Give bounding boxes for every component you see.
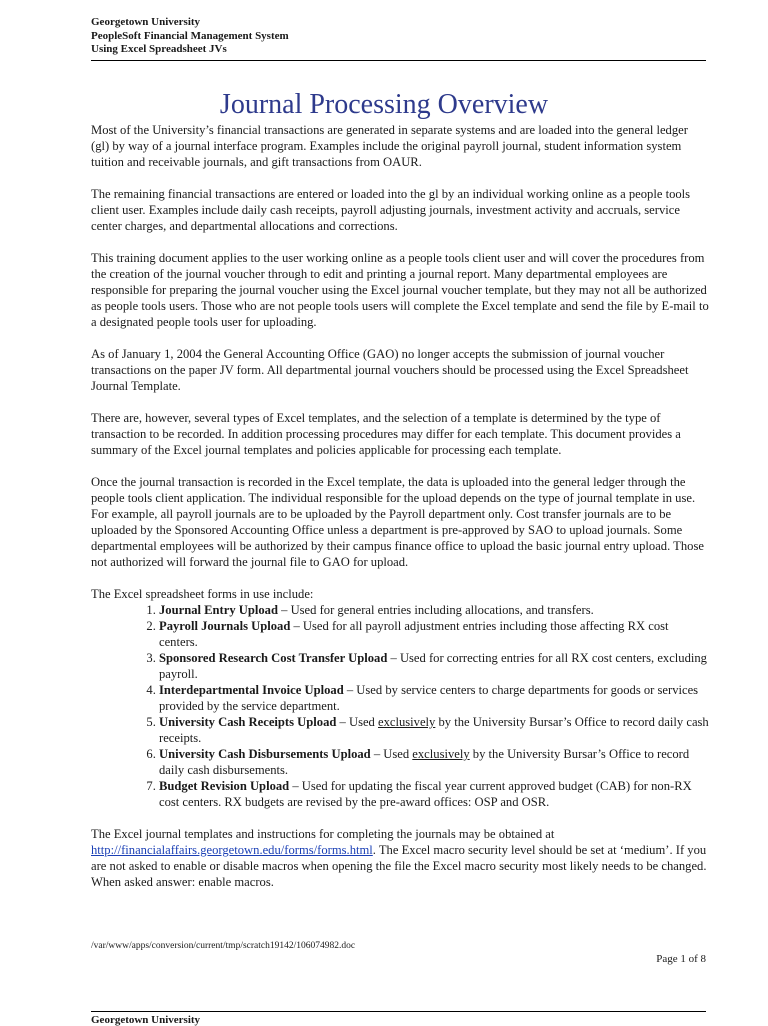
list-item-text: – Used for updating the fiscal year current approved budget (CAB) for non-RX cost centers. RX budgets are revised by the pre-award offices: OSP and OSR.: [159, 779, 692, 809]
paragraph-6: Once the journal transaction is recorded in the Excel template, the data is uploaded into the general ledger through the people tools client application. The individual responsible for the upload depends on the type of journal template in use. For example, all payroll journals are to be uploaded by the Payroll department only. Cost transfer journals are to be uploaded by the Sponsored Accounting Office unless a department is pre-approved by SAO to upload journals. Some departmental employees will be authorized by their campus finance office to upload the basic journal entry upload. Those not authorized will forward the journal file to GAO for upload.: [91, 475, 704, 569]
running-header: [91, 16, 706, 61]
paragraph-4: As of January 1, 2004 the General Accounting Office (GAO) no longer accepts the submission of journal voucher transactions on the paper JV form. All departmental journal vouchers should be processed using the Excel Spreadsheet Journal Template.: [91, 347, 689, 393]
list-item-text: – Used by service centers to charge departments for goods or services provided by the service department.: [159, 683, 699, 713]
closing-rest: . The Excel macro security level should be set at ‘medium’. If you are not asked to enable or disable macros when opening the file the Excel macro security most likely needs to be changed. When asked answer: enable macros.: [91, 843, 707, 889]
list-item-text: – Used: [370, 747, 413, 761]
list-item-text: – Used: [336, 715, 378, 729]
header-org: Georgetown University: [91, 16, 201, 28]
list-item-text: – Used for all payroll adjustment entries including those affecting RX cost centers.: [159, 619, 669, 649]
next-page-header: Georgetown University: [91, 1011, 706, 1026]
list-item-text: – Used for correcting entries for all RX cost centers, excluding payroll.: [159, 651, 707, 681]
list-item: [159, 714, 709, 746]
header-subject: Using Excel Spreadsheet JVs: [91, 43, 227, 55]
paragraph-2: The remaining financial transactions are entered or loaded into the gl by an individual working online as a people tools client user. Examples include daily cash receipts, payroll adjusting journals, investment activity and accruals, service center charges, and departmental allocations and corrections.: [91, 187, 691, 233]
list-item-title: University Cash Receipts Upload: [159, 715, 337, 729]
paragraph-5: There are, however, several types of Excel templates, and the selection of a template is determined by the type of transaction to be recorded. In addition processing procedures may differ for each template. This document provides a summary of the Excel journal templates and policies applicable for processing each template.: [91, 411, 681, 457]
list-item-title: Journal Entry Upload: [159, 603, 278, 617]
list-item: [159, 682, 709, 714]
closing-intro: The Excel journal templates and instructions for completing the journals may be obtained at: [91, 827, 555, 841]
list-item-title: Budget Revision Upload: [159, 779, 290, 793]
list-item-title: University Cash Disbursements Upload: [159, 747, 371, 761]
list-item: [159, 650, 709, 682]
file-path: /var/www/apps/conversion/current/tmp/scratch19142/106074982.doc: [91, 941, 356, 951]
paragraph-3: This training document applies to the user working online as a people tools client user and will cover the procedures from the creation of the journal voucher through to edit and printing a journal report. Many departmental employees are responsible for preparing the journal voucher using the Excel journal voucher template, but they may not all be authorized as people tools users. Those who are not people tools users will complete the Excel template and send the file by E-mail to a designated people tools user for uploading.: [91, 251, 709, 329]
header-system: PeopleSoft Financial Management System: [91, 29, 289, 42]
list-item: [159, 746, 709, 778]
page-number: Page 1 of 8: [656, 953, 706, 965]
list-item-emphasis: exclusively: [378, 715, 436, 729]
list-item-emphasis: exclusively: [412, 747, 470, 761]
page-title: Journal Processing Overview: [219, 89, 549, 120]
paragraph-forms-intro: The Excel spreadsheet forms in use include:: [91, 587, 314, 601]
paragraph-closing: [91, 826, 709, 890]
list-item-text: by the University Bursar’s Office to record daily cash receipts.: [159, 715, 709, 745]
forms-link[interactable]: http://financialaffairs.georgetown.edu/forms/forms.html: [91, 843, 373, 857]
list-item-text: by the University Bursar’s Office to record daily cash disbursements.: [159, 747, 690, 777]
list-item: [159, 618, 709, 650]
paragraph-1: Most of the University’s financial transactions are generated in separate systems and are loaded into the general ledger (gl) by way of a journal interface program. Examples include the original payroll journal, student information system tuition and receivable journals, and gift transactions from OAUR.: [91, 123, 688, 169]
document-body: [91, 122, 709, 906]
list-item-text: – Used for general entries including allocations, and transfers.: [277, 603, 594, 617]
forms-list: [91, 602, 709, 810]
list-item-title: Sponsored Research Cost Transfer Upload: [159, 651, 388, 665]
list-item: [159, 778, 709, 810]
list-item-title: Payroll Journals Upload: [159, 619, 291, 633]
list-item-title: Interdepartmental Invoice Upload: [159, 683, 344, 697]
list-item: [159, 602, 709, 618]
